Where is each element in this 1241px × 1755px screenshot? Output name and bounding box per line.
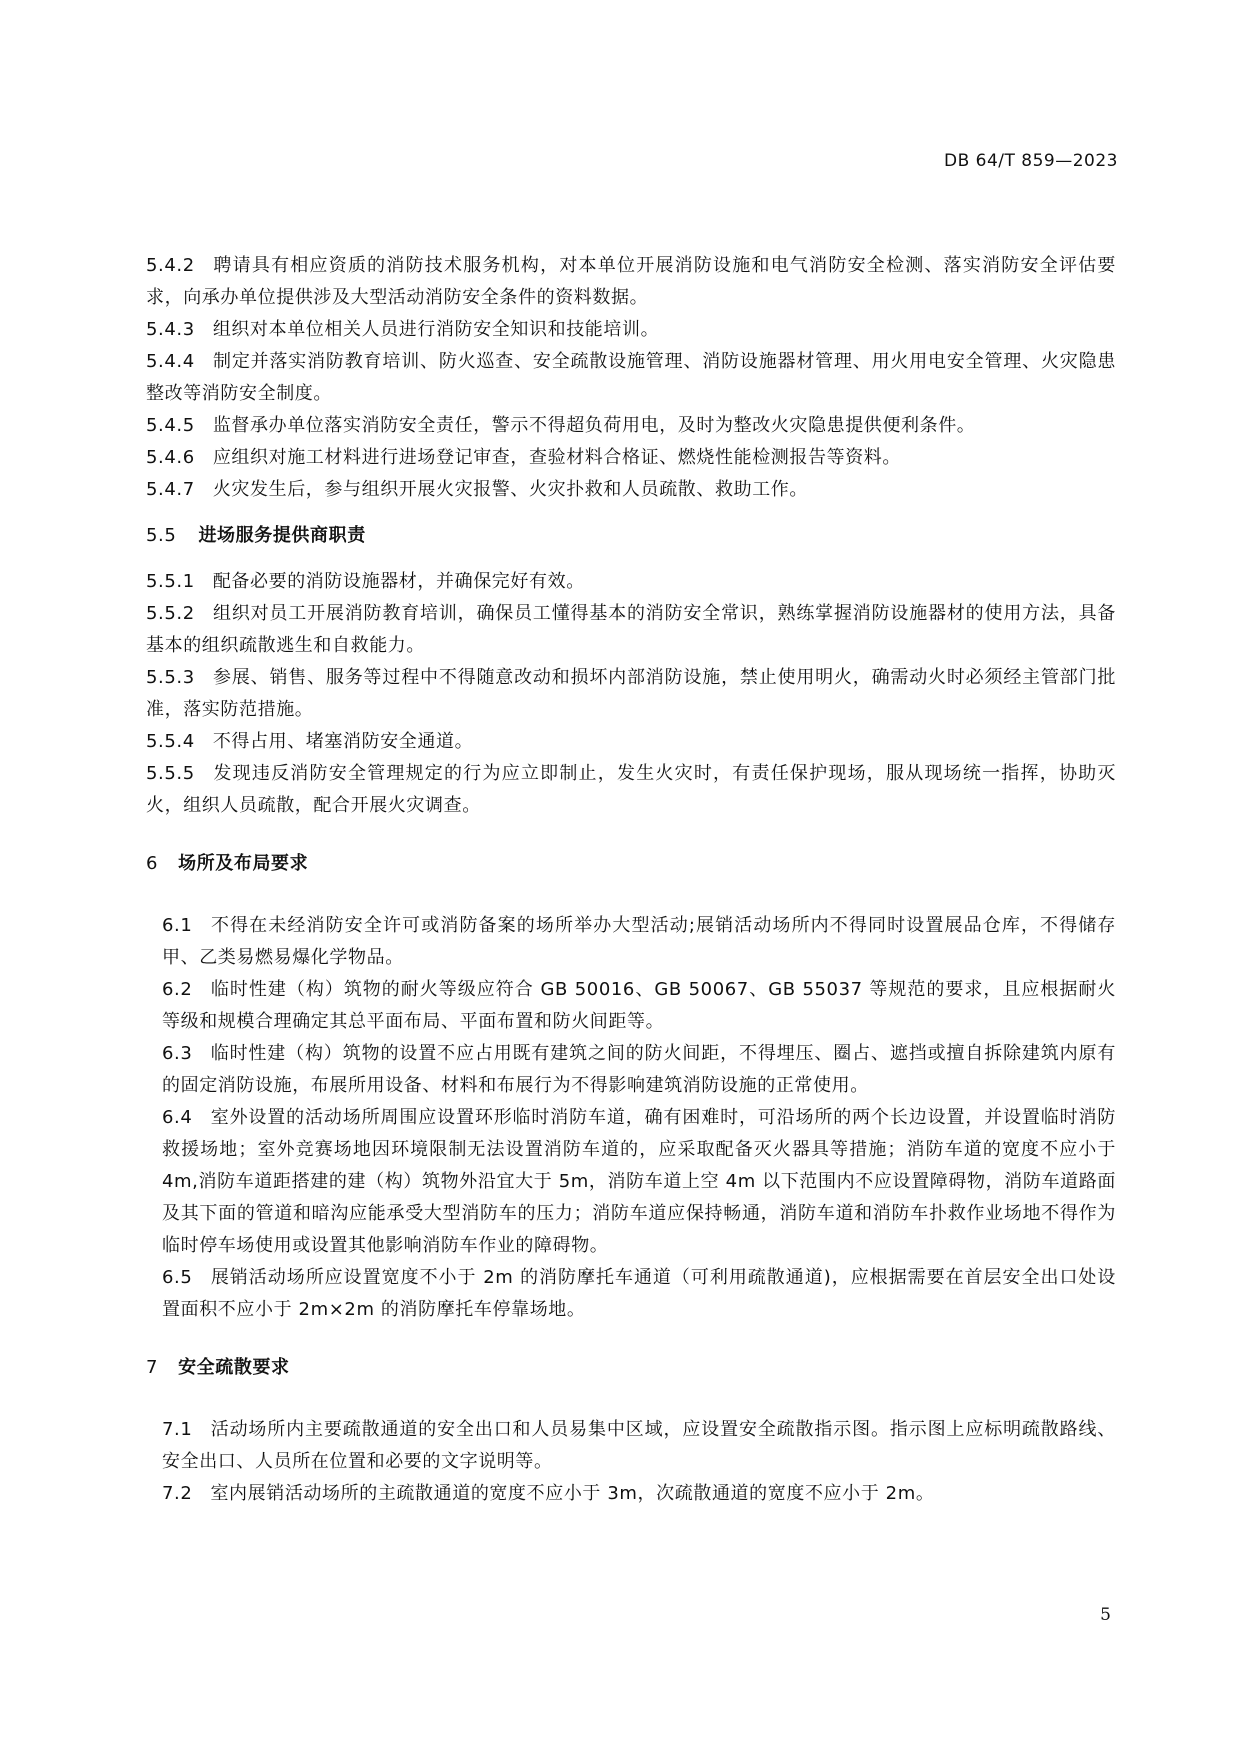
clause-text: 不得在未经消防安全许可或消防备案的场所举办大型活动;展销活动场所内不得同时设置展品仓库，不得储存甲、乙类易燃易爆化学物品。	[162, 915, 1116, 968]
clause-number: 5.4.7	[146, 479, 195, 500]
section-heading-7	[146, 1352, 1116, 1384]
clause-7-2	[146, 1478, 1116, 1510]
clause-text: 组织对员工开展消防教育培训，确保员工懂得基本的消防安全常识，熟练掌握消防设施器材的使用方法，具备基本的组织疏散逃生和自救能力。	[146, 603, 1116, 656]
page-number: 5	[1100, 1605, 1111, 1625]
clause-number: 6.5	[162, 1267, 193, 1288]
clause-7-1	[146, 1414, 1116, 1478]
clause-number: 6.4	[162, 1107, 193, 1128]
clause-number: 7.2	[162, 1483, 193, 1504]
section-number: 6	[146, 853, 159, 874]
clause-6-5	[146, 1262, 1116, 1326]
document-code: DB 64/T 859—2023	[943, 151, 1118, 171]
section-number: 7	[146, 1357, 159, 1378]
clause-number: 5.4.2	[146, 255, 195, 276]
clause-5-5-1	[146, 566, 1116, 598]
clause-number: 7.1	[162, 1419, 193, 1440]
clause-text: 制定并落实消防教育培训、防火巡查、安全疏散设施管理、消防设施器材管理、用火用电安全管理、火灾隐患整改等消防安全制度。	[146, 351, 1116, 404]
clause-number: 5.5.2	[146, 603, 195, 624]
clause-5-5-3	[146, 662, 1116, 726]
clause-number: 6.3	[162, 1043, 193, 1064]
clause-text: 聘请具有相应资质的消防技术服务机构，对本单位开展消防设施和电气消防安全检测、落实消防安全评估要求，向承办单位提供涉及大型活动消防安全条件的资料数据。	[146, 255, 1116, 308]
section-title: 进场服务提供商职责	[198, 525, 366, 546]
clause-number: 5.5.3	[146, 667, 195, 688]
clause-5-4-7	[146, 474, 1116, 506]
clause-number: 5.5.4	[146, 731, 195, 752]
clause-number: 6.2	[162, 979, 193, 1000]
clause-text: 火灾发生后，参与组织开展火灾报警、火灾扑救和人员疏散、救助工作。	[212, 479, 809, 500]
clause-number: 5.4.6	[146, 447, 195, 468]
document-body	[146, 250, 1116, 1510]
clause-5-5-2	[146, 598, 1116, 662]
clause-text: 配备必要的消防设施器材，并确保完好有效。	[212, 571, 585, 592]
clause-text: 室外设置的活动场所周围应设置环形临时消防车道，确有困难时，可沿场所的两个长边设置，并设置临时消防救援场地；室外竞赛场地因环境限制无法设置消防车道的，应采取配备灭火器具等措施；消防车道的宽度不应小于 4m,消防车道距搭建的建（构）筑物外沿宜大于 5m，消防车道上空 4m 以下范围内不应设置障碍物，消防车道路面及其下面的管道和暗沟应能承受大型消防车的压力；消防车道应保持畅通，消防车道和消防车扑救作业场地不得作为临时停车场使用或设置其他影响消防车作业的障碍物。	[162, 1107, 1116, 1256]
clause-text: 临时性建（构）筑物的耐火等级应符合 GB 50016、GB 50067、GB 55037 等规范的要求，且应根据耐火等级和规模合理确定其总平面布局、平面布置和防火间距等。	[162, 979, 1116, 1032]
section-title: 场所及布局要求	[178, 853, 309, 874]
clause-text: 监督承办单位落实消防安全责任，警示不得超负荷用电，及时为整改火灾隐患提供便利条件。	[212, 415, 976, 436]
clause-5-4-3	[146, 314, 1116, 346]
clause-text: 活动场所内主要疏散通道的安全出口和人员易集中区域，应设置安全疏散指示图。指示图上应标明疏散路线、安全出口、人员所在位置和必要的文字说明等。	[162, 1419, 1116, 1472]
clause-number: 5.4.3	[146, 319, 195, 340]
clause-6-1	[146, 910, 1116, 974]
section-title: 安全疏散要求	[178, 1357, 290, 1378]
clause-number: 6.1	[162, 915, 193, 936]
clause-text: 展销活动场所应设置宽度不小于 2m 的消防摩托车通道（可利用疏散通道)，应根据需要在首层安全出口处设置面积不应小于 2m×2m 的消防摩托车停靠场地。	[162, 1267, 1116, 1320]
section-heading-6	[146, 848, 1116, 880]
clause-6-2	[146, 974, 1116, 1038]
clause-number: 5.4.4	[146, 351, 195, 372]
clause-5-4-5	[146, 410, 1116, 442]
clause-5-4-2	[146, 250, 1116, 314]
clause-5-4-6	[146, 442, 1116, 474]
clause-5-5-5	[146, 758, 1116, 822]
clause-text: 应组织对施工材料进行进场登记审查，查验材料合格证、燃烧性能检测报告等资料。	[212, 447, 902, 468]
clause-number: 5.5.1	[146, 571, 195, 592]
clause-number: 5.5.5	[146, 763, 195, 784]
clause-5-4-4	[146, 346, 1116, 410]
clause-text: 不得占用、堵塞消防安全通道。	[212, 731, 474, 752]
clause-5-5-4	[146, 726, 1116, 758]
clause-text: 发现违反消防安全管理规定的行为应立即制止，发生火灾时，有责任保护现场，服从现场统一指挥，协助灭火，组织人员疏散，配合开展火灾调查。	[146, 763, 1116, 816]
section-heading-5-5	[146, 520, 1116, 552]
clause-text: 参展、销售、服务等过程中不得随意改动和损坏内部消防设施，禁止使用明火，确需动火时必须经主管部门批准，落实防范措施。	[146, 667, 1116, 720]
clause-6-4	[146, 1102, 1116, 1262]
section-number: 5.5	[146, 525, 177, 546]
clause-text: 室内展销活动场所的主疏散通道的宽度不应小于 3m，次疏散通道的宽度不应小于 2m。	[210, 1483, 935, 1504]
clause-number: 5.4.5	[146, 415, 195, 436]
clause-text: 临时性建（构）筑物的设置不应占用既有建筑之间的防火间距，不得埋压、圈占、遮挡或擅自拆除建筑内原有的固定消防设施，布展所用设备、材料和布展行为不得影响建筑消防设施的正常使用。	[162, 1043, 1116, 1096]
clause-text: 组织对本单位相关人员进行消防安全知识和技能培训。	[212, 319, 660, 340]
clause-6-3	[146, 1038, 1116, 1102]
